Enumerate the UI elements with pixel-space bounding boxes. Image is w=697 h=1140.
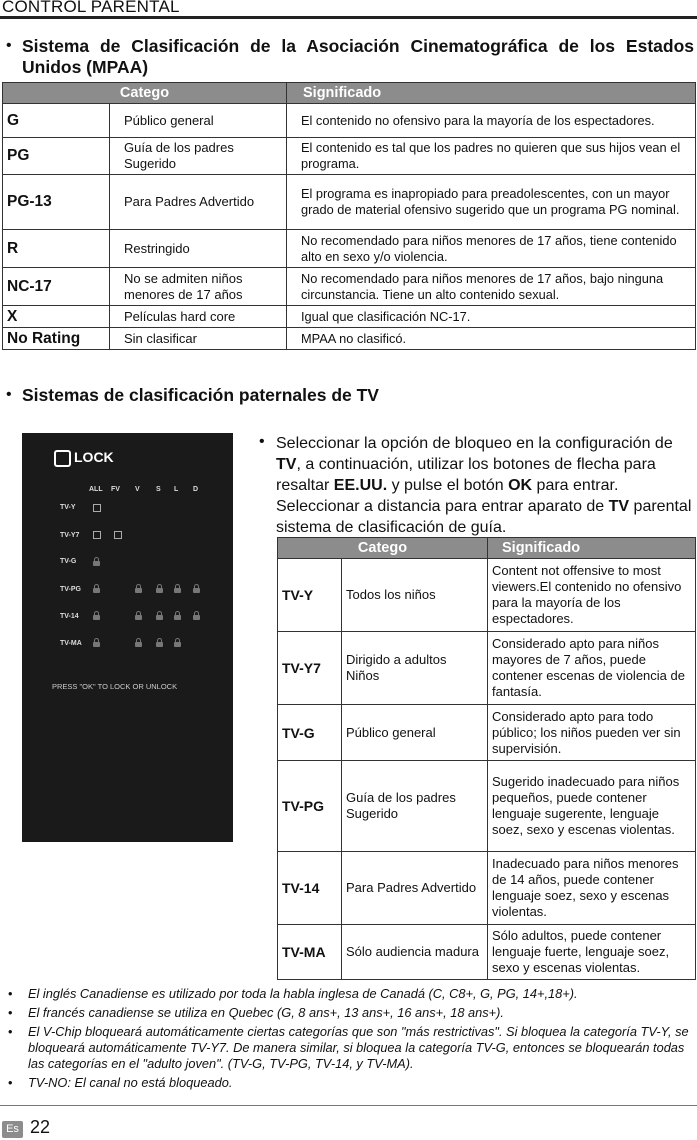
unlocked-square-icon — [93, 531, 101, 539]
rating-meaning: El contenido no ofensivo para la mayoría de los espectadores. — [287, 104, 696, 138]
lock-instruction-text: PRESS "OK" TO LOCK OR UNLOCK — [52, 682, 178, 691]
section-bullet: • — [6, 386, 12, 403]
instruction-text: parental sistema de clasificación de guía. — [276, 498, 692, 536]
unlocked-square-icon — [114, 531, 122, 539]
footnote-text: El V-Chip bloqueará automáticamente ciertas categorías que son "más restrictivas". Si bloquea la categoría TV-Y, se bloqueará automáticamente TV-Y7. De manera similar, si bloquea la categoría TV-G, entonces se bloquearán todas las categorías en el "adulto joven". (TV-G, TV-PG, TV-14, y TV-MA). — [28, 1024, 689, 1071]
rating-code: TV-Y — [278, 559, 342, 632]
footnote-text: El francés canadiense se utiliza en Quebec (G, 8 ans+, 13 ans+, 16 ans+, 18 ans+). — [28, 1005, 504, 1020]
rating-meaning: Considerado apto para todo público; los niños pueden ver sin supervisión. — [488, 705, 696, 761]
rating-name: No se admiten niños menores de 17 años — [110, 268, 287, 306]
lock-column-label: D — [193, 486, 199, 493]
mpaa-row — [3, 104, 696, 138]
instruction-text: para entrar. Seleccionar a distancia para entrar aparato de — [276, 477, 619, 515]
rating-code: No Rating — [3, 328, 110, 350]
rating-name: Guía de los padres Sugerido — [342, 761, 488, 852]
lock-column-label: V — [135, 486, 140, 493]
tv-row — [278, 852, 696, 925]
footnote-text: TV-NO: El canal no está bloqueado. — [28, 1075, 233, 1090]
rating-name: Guía de los padres Sugerido — [110, 138, 287, 175]
mpaa-row — [3, 328, 696, 350]
mpaa-header-catego: Catego — [3, 83, 287, 104]
tv-header-significado: Significado — [488, 538, 696, 559]
lock-column-label: FV — [111, 486, 120, 493]
tv-ratings-table — [277, 537, 696, 980]
lock-icon — [156, 615, 163, 620]
rating-code: X — [3, 306, 110, 328]
page-number: 22 — [30, 1117, 51, 1137]
lock-icon — [135, 642, 142, 647]
section-bullet: • — [6, 37, 12, 54]
lock-icon — [174, 615, 181, 620]
tv-row — [278, 632, 696, 705]
rating-meaning: El contenido es tal que los padres no quieren que sus hijos vean el programa. — [287, 138, 696, 175]
rating-name: Público general — [342, 705, 488, 761]
rating-name: Sin clasificar — [110, 328, 287, 350]
rating-name: Público general — [110, 104, 287, 138]
instruction-text: , a continuación, utilizar los botones de flecha para resaltar — [276, 456, 656, 494]
instruction-bold: TV — [608, 498, 630, 515]
lock-row-label: TV-Y — [60, 504, 76, 511]
language-badge: Es — [2, 1121, 23, 1138]
tv-header-catego: Catego — [278, 538, 488, 559]
tv-row — [278, 559, 696, 632]
instruction-text: Seleccionar la opción de bloqueo en la configuración de — [276, 435, 673, 452]
mpaa-row — [3, 138, 696, 175]
page-header — [0, 0, 697, 20]
tv-row — [278, 925, 696, 980]
rating-code: TV-14 — [278, 852, 342, 925]
lock-column-label: ALL — [89, 486, 103, 493]
tv-row — [278, 705, 696, 761]
rating-code: TV-PG — [278, 761, 342, 852]
lock-icon — [93, 561, 100, 566]
lock-icon — [193, 615, 200, 620]
tv-lock-screenshot — [22, 433, 233, 842]
rating-meaning: El programa es inapropiado para preadolescentes, con un mayor grado de material ofensivo sugerido que un programa PG nominal. — [287, 175, 696, 230]
footnote-text: El inglés Canadiense es utilizado por toda la habla inglesa de Canadá (C, C8+, G, PG, 14+,18+). — [28, 986, 578, 1001]
rating-meaning: Considerado apto para niños mayores de 7 años, puede contener escenas de violencia de fantasía. — [488, 632, 696, 705]
rating-meaning: Inadecuado para niños menores de 14 años, puede contener lenguaje soez, sexo y escenas violentas. — [488, 852, 696, 925]
rating-code: NC-17 — [3, 268, 110, 306]
instruction-bold: OK — [508, 477, 533, 494]
rating-name: Sólo audiencia madura — [342, 925, 488, 980]
rating-name: Para Padres Advertido — [342, 852, 488, 925]
rating-code: TV-MA — [278, 925, 342, 980]
lock-icon — [156, 588, 163, 593]
rating-name: Películas hard core — [110, 306, 287, 328]
lock-row-label: TV-MA — [60, 640, 82, 647]
rating-meaning: Igual que clasificación NC-17. — [287, 306, 696, 328]
footnote: • El V-Chip bloqueará automáticamente ciertas categorías que son "más restrictivas". Si bloquea la categoría TV-Y, se bloqueará automáticamente TV-Y7. De manera similar, si bloquea la categoría TV-G, entonces se bloquearán todas las categorías en el "adulto joven". (TV-G, TV-PG, TV-14, y TV-MA). — [8, 1024, 689, 1071]
lock-icon — [135, 588, 142, 593]
lock-icon — [193, 588, 200, 593]
mpaa-row — [3, 306, 696, 328]
lock-icon — [93, 642, 100, 647]
mpaa-section-title: Sistema de Clasificación de la Asociación Cinematográfica de los Estados Unidos (MPAA) — [22, 36, 694, 77]
instruction-bullet: • — [259, 433, 265, 450]
instruction-paragraph — [276, 433, 694, 538]
instruction-text: y pulse el botón — [387, 477, 509, 494]
rating-meaning: Content not offensive to most viewers.El contenido no ofensivo para la mayoría de los espectadores. — [488, 559, 696, 632]
mpaa-row — [3, 230, 696, 268]
lock-checkbox-icon — [54, 450, 71, 467]
rating-code: PG — [3, 138, 110, 175]
tv-row — [278, 761, 696, 852]
lock-row-label: TV-Y7 — [60, 532, 80, 539]
mpaa-header-significado: Significado — [287, 83, 696, 104]
rating-name: Restringido — [110, 230, 287, 268]
rating-meaning: MPAA no clasificó. — [287, 328, 696, 350]
rating-meaning: Sugerido inadecuado para niños pequeños, puede contener lenguaje sugerente, lenguaje soez, sexo y escenas violentas. — [488, 761, 696, 852]
header-rule — [0, 16, 697, 19]
lock-icon — [174, 642, 181, 647]
instruction-bold: TV — [276, 456, 297, 473]
mpaa-row — [3, 175, 696, 230]
lock-icon — [135, 615, 142, 620]
instruction-bold: EE.UU. — [333, 477, 388, 494]
rating-code: PG-13 — [3, 175, 110, 230]
rating-name: Para Padres Advertido — [110, 175, 287, 230]
rating-code: TV-G — [278, 705, 342, 761]
rating-meaning: No recomendado para niños menores de 17 años, bajo ninguna circunstancia. Tiene un alto contenido sexual. — [287, 268, 696, 306]
rating-name: Todos los niños — [342, 559, 488, 632]
lock-icon — [156, 642, 163, 647]
footnote: • TV-NO: El canal no está bloqueado. — [8, 1075, 233, 1090]
tv-section-title: Sistemas de clasificación paternales de TV — [22, 385, 379, 405]
footnote: • El francés canadiense se utiliza en Quebec (G, 8 ans+, 13 ans+, 16 ans+, 18 ans+). — [8, 1005, 504, 1020]
lock-column-label: L — [174, 486, 179, 493]
rating-code: R — [3, 230, 110, 268]
mpaa-table — [2, 82, 696, 350]
rating-code: TV-Y7 — [278, 632, 342, 705]
rating-meaning: Sólo adultos, puede contener lenguaje fuerte, lenguaje soez, sexo y escenas violentas. — [488, 925, 696, 980]
mpaa-row — [3, 268, 696, 306]
rating-name: Dirigido a adultos Niños — [342, 632, 488, 705]
rating-code: G — [3, 104, 110, 138]
lock-row-label: TV-14 — [60, 613, 79, 620]
lock-icon — [93, 615, 100, 620]
lock-column-label: S — [156, 486, 161, 493]
lock-label: LOCK — [74, 449, 114, 465]
unlocked-square-icon — [93, 504, 101, 512]
rating-meaning: No recomendado para niños menores de 17 años, tiene contenido alto en sexo y/o violencia. — [287, 230, 696, 268]
lock-row-label: TV-G — [60, 558, 77, 565]
page-title: CONTROL PARENTAL — [2, 0, 180, 16]
footer-rule — [0, 1105, 697, 1106]
lock-icon — [93, 588, 100, 593]
footnote: • El inglés Canadiense es utilizado por toda la habla inglesa de Canadá (C, C8+, G, PG, 14+,18+). — [8, 986, 578, 1001]
lock-icon — [174, 588, 181, 593]
lock-row-label: TV-PG — [60, 586, 82, 593]
footnotes — [8, 986, 694, 1091]
